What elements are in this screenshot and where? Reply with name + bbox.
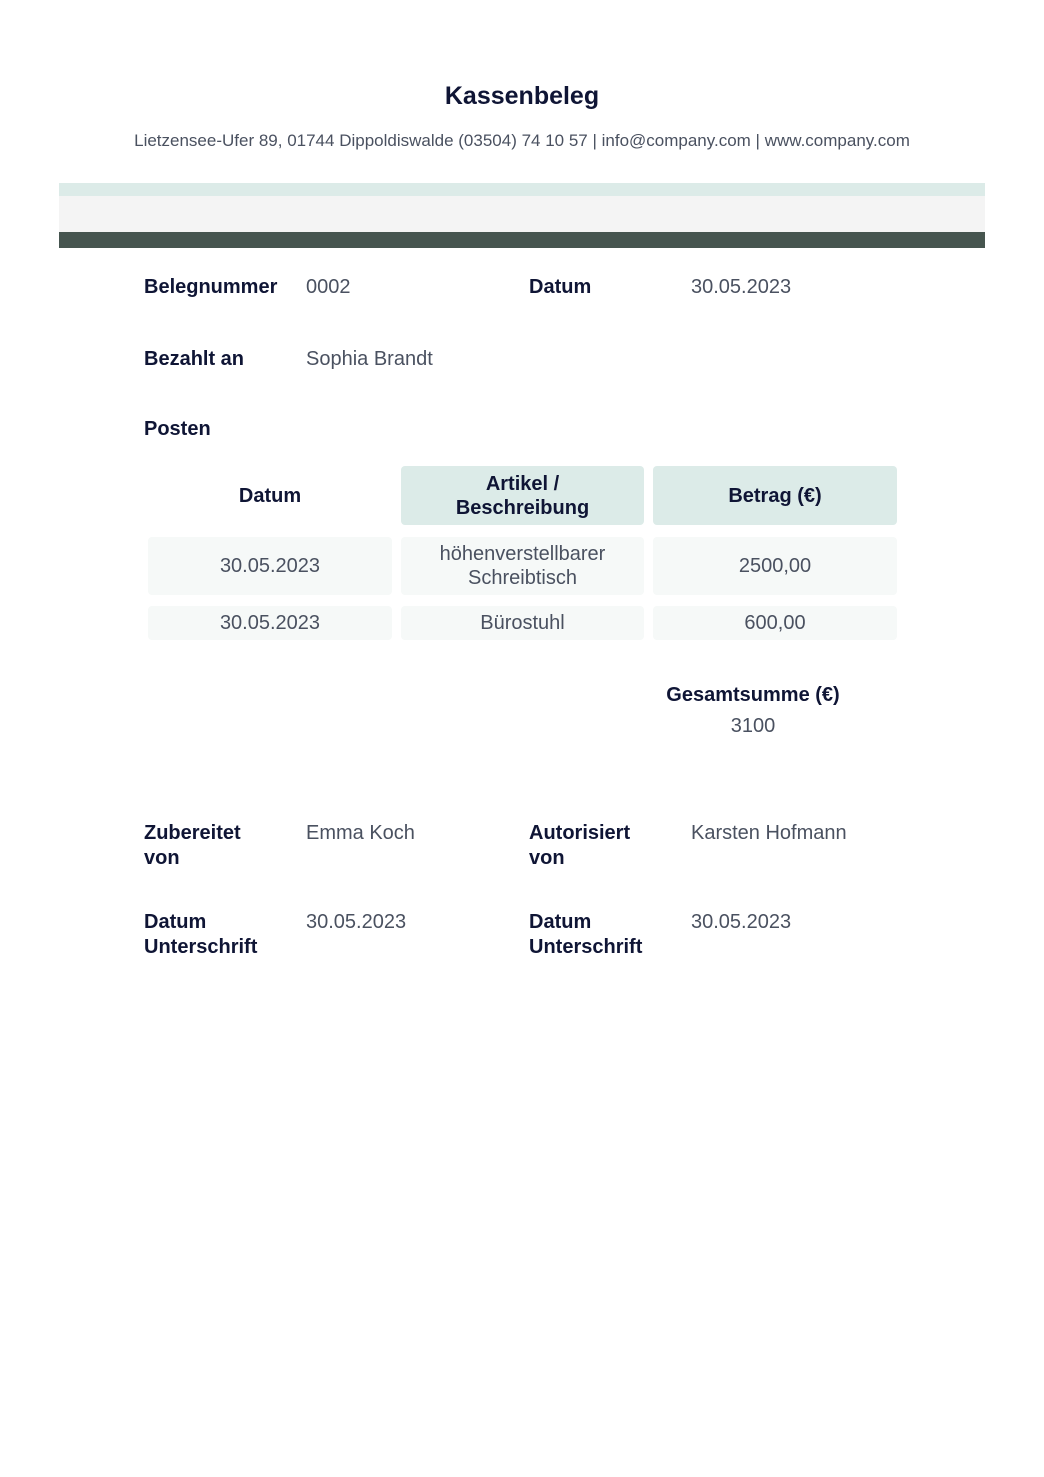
- table-cell-amount: 2500,00: [653, 537, 897, 595]
- table-cell-date: 30.05.2023: [148, 537, 392, 595]
- column-header-description-text: Artikel / Beschreibung: [455, 472, 590, 519]
- prepared-sign-date-label: Datum Unterschrift: [144, 911, 258, 958]
- prepared-by-value: Emma Koch: [306, 822, 415, 844]
- authorized-sign-date-label: Datum Unterschrift: [529, 911, 643, 958]
- total-label: Gesamtsumme (€): [666, 684, 840, 706]
- table-cell-date: 30.05.2023: [148, 606, 392, 640]
- authorized-by-label: Autorisiert von: [529, 822, 631, 869]
- receipt-number-label: Belegnummer: [144, 276, 278, 298]
- authorized-sign-date-value: 30.05.2023: [691, 911, 792, 933]
- table-cell-description: [401, 537, 644, 595]
- paid-to-value: Sophia Brandt: [306, 348, 433, 370]
- column-header-amount: Betrag (€): [653, 466, 897, 525]
- contact-line: Lietzensee-Ufer 89, 01744 Dippoldiswalde (03504) 74 10 57 | info@company.com | www.company.com: [134, 131, 910, 150]
- header-band-grey: [59, 196, 985, 232]
- table-cell-amount: 600,00: [653, 606, 897, 640]
- prepared-by-label: Zubereitet von: [144, 822, 241, 869]
- table-cell-description-text: höhenverstellbarer Schreibtisch: [439, 543, 606, 589]
- items-section-label: Posten: [144, 418, 211, 440]
- column-header-description: [401, 466, 644, 525]
- prepared-sign-date-value: 30.05.2023: [306, 911, 407, 933]
- total-value: 3100: [730, 715, 776, 737]
- column-header-date: Datum: [238, 484, 302, 507]
- paid-to-label: Bezahlt an: [144, 348, 245, 370]
- authorized-by-value: Karsten Hofmann: [691, 822, 847, 844]
- table-cell-description: Bürostuhl: [401, 606, 644, 640]
- receipt-number-value: 0002: [306, 276, 351, 298]
- receipt-date-label: Datum: [529, 276, 592, 298]
- receipt-date-value: 30.05.2023: [691, 276, 792, 298]
- header-band-dark: [59, 232, 985, 248]
- header-band-light: [59, 183, 985, 196]
- document-title: Kassenbeleg: [444, 82, 600, 110]
